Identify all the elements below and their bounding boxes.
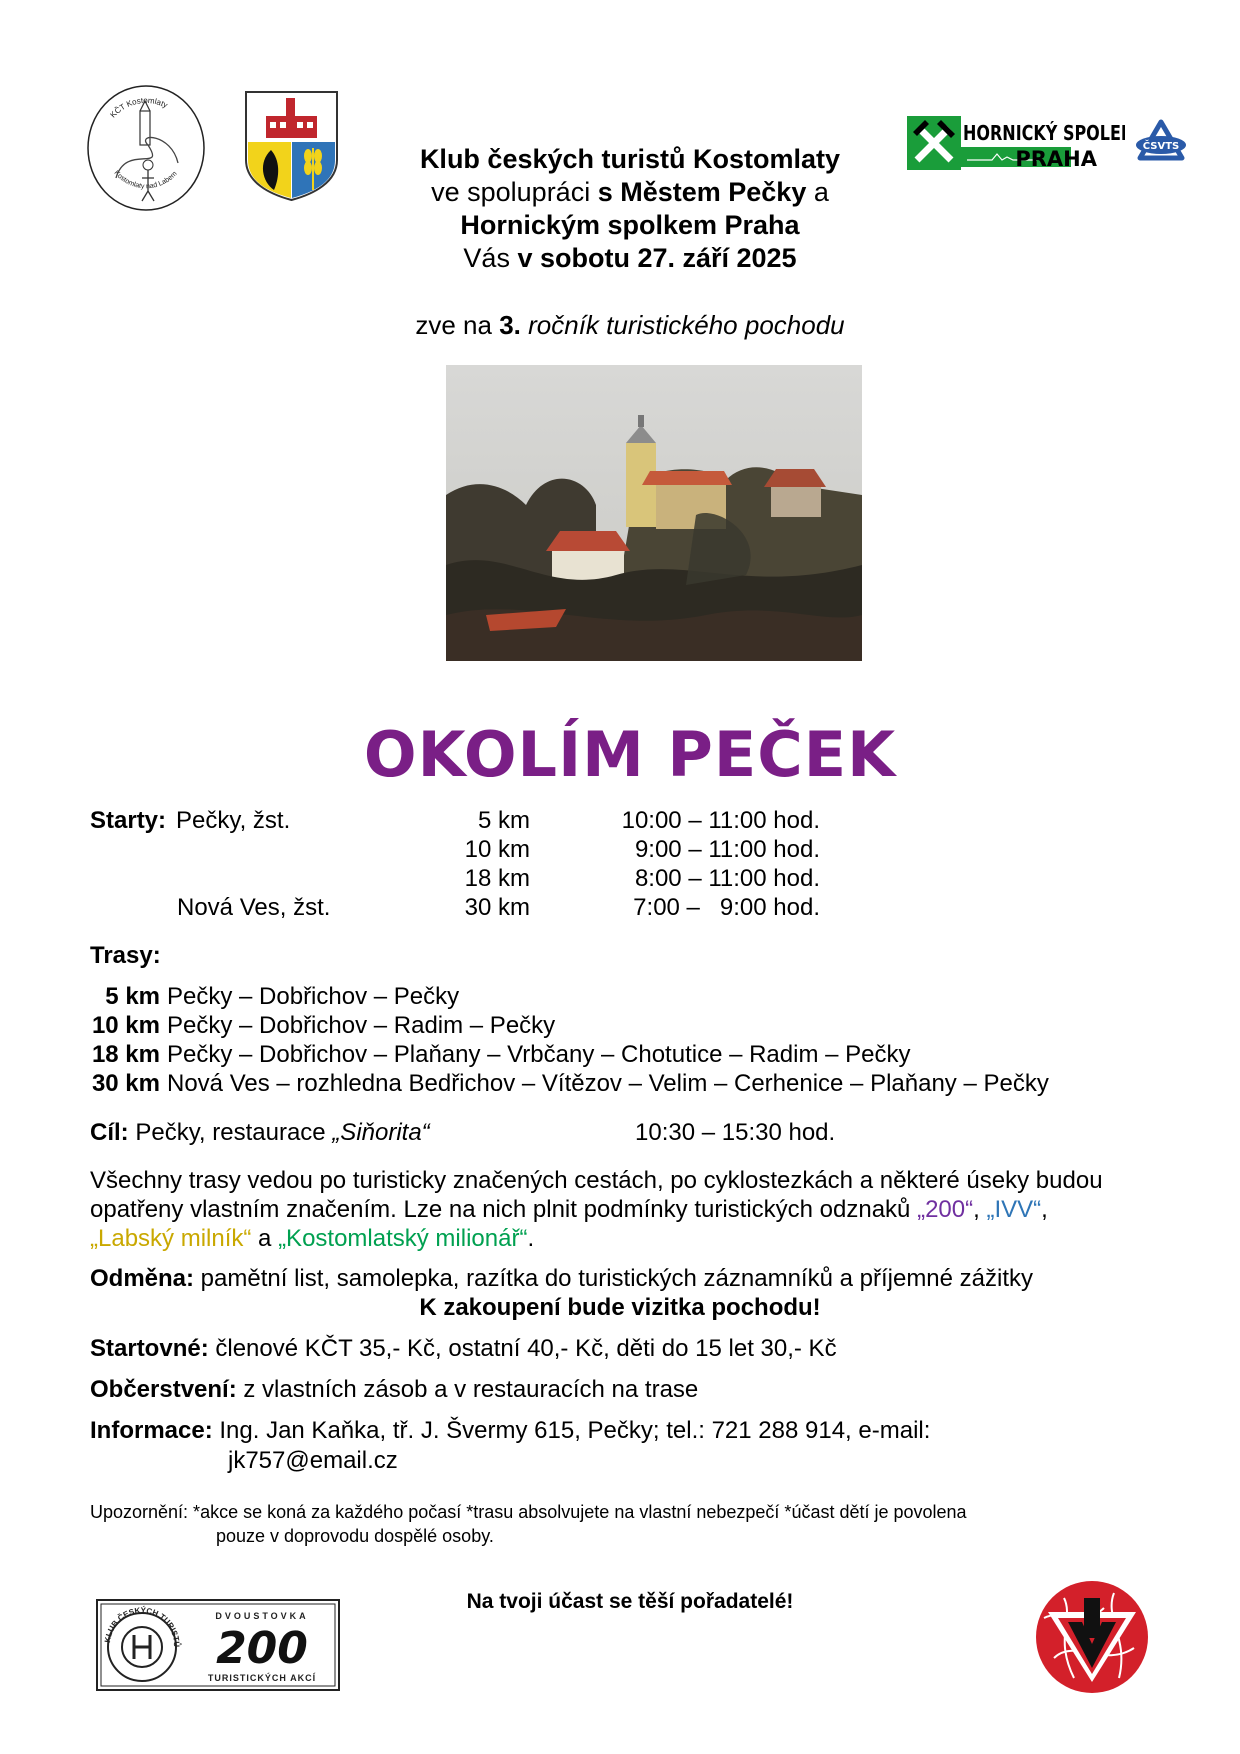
hornicky-spolek-logo	[907, 116, 1125, 170]
refreshment-text: z vlastních zásob a v restauracích na trase	[236, 1376, 699, 1403]
invite-pre: zve na	[415, 310, 500, 340]
hornicky-line1: HORNICKÝ SPOLEK	[963, 122, 1125, 146]
closing-line: Na tvoji účast se těší pořadatelé!	[466, 1590, 794, 1613]
dvoustovka-ring-text: KLUB ČESKÝCH TURISTŮ	[103, 1605, 182, 1648]
description-line2	[90, 1195, 1048, 1224]
date-pre: Vás	[463, 243, 518, 273]
notice-line1: Upozornění: *akce se koná za každého počasí *trasu absolvujete na vlastní nebezpečí *účast dětí je povolena	[90, 1502, 967, 1522]
cooperation-post: a	[806, 177, 829, 207]
start-km-3: 18 km	[464, 865, 530, 892]
start-time-4: 7:00 – 9:00 hod.	[633, 894, 820, 921]
finish-label: Cíl:	[90, 1119, 129, 1146]
church-photo	[446, 365, 862, 661]
badge-sep1: ,	[973, 1196, 987, 1223]
cooperation-pre: ve spolupráci	[431, 177, 598, 207]
start-km-4: 30 km	[464, 894, 530, 921]
description-end: .	[527, 1225, 535, 1252]
invite-italic: ročník turistického pochodu	[520, 310, 845, 340]
route-km-4: 30 km	[91, 1070, 160, 1097]
dvoustovka-number: 200	[216, 1623, 308, 1674]
dvoustovka-200-logo	[96, 1599, 340, 1691]
cooperation-city: s Městem Pečky	[597, 177, 807, 207]
invite-line	[330, 308, 930, 342]
reward-label: Odměna:	[90, 1265, 195, 1292]
start-time-1: 10:00 – 11:00 hod.	[621, 807, 820, 834]
start-time-3: 8:00 – 11:00 hod.	[634, 865, 820, 892]
route-path-3: Pečky – Dobřichov – Plaňany – Vrbčany – Chotutice – Radim – Pečky	[167, 1041, 911, 1068]
routes-label: Trasy:	[90, 942, 161, 969]
route-path-2: Pečky – Dobřichov – Radim – Pečky	[167, 1012, 556, 1039]
route-km-3: 18 km	[91, 1041, 160, 1068]
start-place-4: Nová Ves, žst.	[177, 894, 331, 921]
start-km-2: 10 km	[464, 836, 530, 863]
finish-time: 10:30 – 15:30 hod.	[635, 1119, 836, 1146]
description-line2-text: opatřeny vlastním značením. Lze na nich plnit podmínky turistických odznaků	[90, 1196, 918, 1223]
fee-label: Startovné:	[90, 1335, 209, 1362]
svg-text:Kostomlaty nad Labem	[113, 170, 179, 191]
pecky-coat-of-arms	[244, 90, 339, 202]
refreshment-label: Občerstvení:	[90, 1376, 237, 1403]
info-label: Informace:	[90, 1417, 213, 1444]
description-line3	[90, 1224, 534, 1253]
csvts-text: ČSVTS	[1142, 141, 1180, 152]
fee-line	[90, 1334, 837, 1363]
route-path-1: Pečky – Dobřichov – Pečky	[167, 983, 460, 1010]
starts-label: Starty:	[90, 807, 167, 834]
badge-ivv: „IVV“	[986, 1196, 1042, 1223]
badge-kostomlatsky-milionar: „Kostomlatský milionář“	[278, 1225, 528, 1252]
route-path-4: Nová Ves – rozhledna Bedřichov – Vítězov – Velim – Cerhenice – Plaňany – Pečky	[167, 1070, 1049, 1097]
finish-place: Pečky, restaurace	[135, 1119, 333, 1146]
kct-logo-text-bottom: Kostomlaty nad Labem	[112, 169, 179, 191]
badge-labsky-milnik: „Labský milník“	[90, 1225, 252, 1252]
route-km-2: 10 km	[91, 1012, 160, 1039]
badge-200: „200“	[917, 1196, 974, 1223]
kct-kostomlaty-logo	[86, 83, 206, 213]
reward-note: K zakoupení bude vizitka pochodu!	[419, 1294, 821, 1321]
dvoustovka-top: DVOUSTOVKA	[215, 1611, 309, 1621]
badge-sep3: a	[251, 1225, 279, 1252]
hornicky-line2: PRAHA	[1015, 147, 1097, 170]
start-km-1: 5 km	[477, 807, 530, 834]
badge-sep2: ,	[1041, 1196, 1048, 1223]
notice-line2: pouze v doprovodu dospělé osoby.	[216, 1526, 494, 1546]
route-km-1: 5 km	[105, 983, 160, 1010]
fee-text: členové KČT 35,- Kč, ostatní 40,- Kč, děti do 15 let 30,- Kč	[208, 1335, 837, 1362]
reward-text: pamětní list, samolepka, razítka do turistických záznamníků a příjemné zážitky	[194, 1265, 1034, 1292]
start-place-1: Pečky, žst.	[176, 807, 291, 834]
csvts-logo	[1132, 118, 1190, 166]
finish-line	[90, 1118, 430, 1147]
organizer-line: Klub českých turistů Kostomlaty	[419, 144, 841, 174]
date-line	[330, 241, 930, 275]
event-title: OKOLÍM PEČEK	[363, 718, 897, 791]
description-line1: Všechny trasy vedou po turisticky značených cestách, po cyklostezkách a některé úseky budou	[90, 1167, 1103, 1194]
ivv-logo	[1034, 1578, 1150, 1696]
info-email[interactable]: jk757@email.cz	[228, 1447, 398, 1474]
event-date: v sobotu 27. září 2025	[517, 243, 797, 273]
svg-text:KČT Kostomlaty	[108, 96, 169, 120]
kct-logo-text-top: KČT Kostomlaty	[108, 95, 170, 120]
edition-number: 3.	[499, 310, 521, 340]
cooperation-line	[330, 175, 930, 209]
start-time-2: 9:00 – 11:00 hod.	[634, 836, 820, 863]
partner-line: Hornickým spolkem Praha	[460, 210, 800, 240]
dvoustovka-bottom: TURISTICKÝCH AKCÍ	[207, 1673, 317, 1683]
info-line	[90, 1416, 930, 1445]
refreshment-line	[90, 1375, 698, 1404]
finish-restaurant: „Siňorita“	[332, 1119, 430, 1146]
reward-line	[90, 1264, 1033, 1293]
info-text: Ing. Jan Kaňka, tř. J. Švermy 615, Pečky; tel.: 721 288 914, e-mail:	[212, 1417, 931, 1444]
